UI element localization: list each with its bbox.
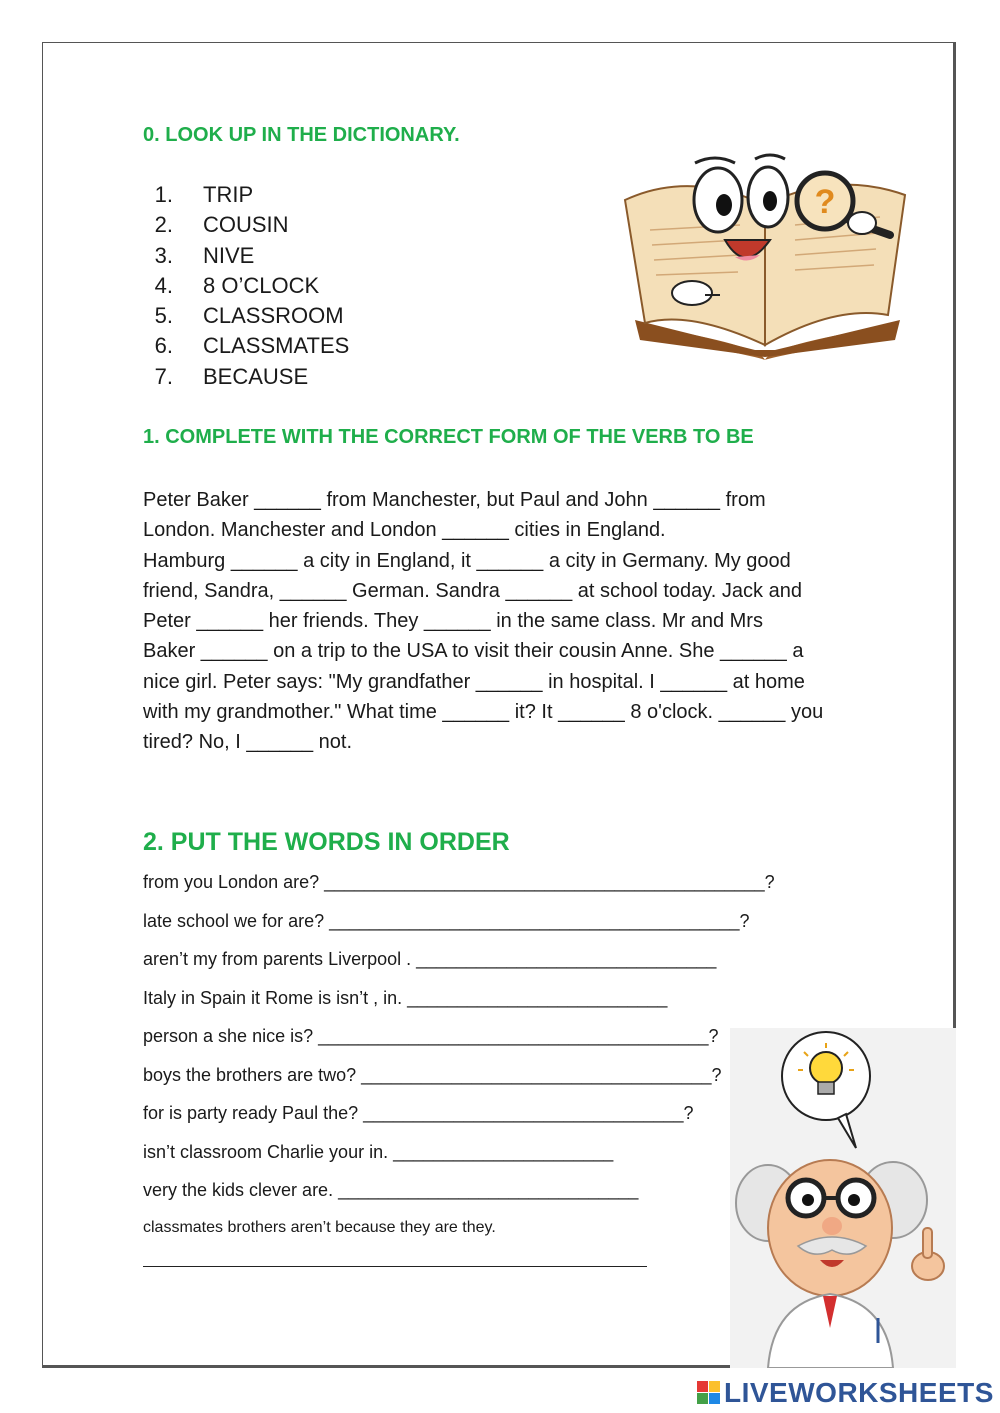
vocab-item bbox=[143, 210, 349, 240]
svg-text:?: ? bbox=[814, 183, 836, 221]
paragraph-line: with my grandmother." What time ______ it? It ______ 8 o'clock. ______ you bbox=[143, 701, 824, 724]
word-order-item: Italy in Spain it Rome is isn’t , in. __________________________ bbox=[143, 987, 668, 1008]
vocab-item bbox=[143, 180, 349, 210]
paragraph-line: Peter ______ her friends. They ______ in the same class. Mr and Mrs bbox=[143, 610, 763, 633]
liveworksheets-brand bbox=[697, 1377, 994, 1409]
paragraph-line: nice girl. Peter says: "My grandfather ______ in hospital. I ______ at home bbox=[143, 670, 805, 693]
vocab-number: 6. bbox=[154, 333, 173, 359]
liveworksheets-logo-icon bbox=[697, 1381, 721, 1405]
word-order-item: from you London are? ____________________________________________? bbox=[143, 872, 775, 892]
word-order-item: classmates brothers aren’t because they are they. bbox=[143, 1218, 496, 1236]
vocab-number: 5. bbox=[154, 303, 173, 329]
vocab-list bbox=[143, 180, 349, 392]
section-2-heading: 2. PUT THE WORDS IN ORDER bbox=[143, 828, 510, 856]
section-0-heading: 0. LOOK UP IN THE DICTIONARY. bbox=[143, 124, 460, 146]
word-order-item: aren’t my from parents Liverpool . ______________________________ bbox=[143, 949, 717, 969]
word-order-item: person a she nice is? _______________________________________? bbox=[143, 1026, 719, 1046]
fill-in-paragraph bbox=[143, 485, 893, 758]
word-order-item: isn’t classroom Charlie your in. ______________________ bbox=[143, 1141, 614, 1162]
paragraph-line: London. Manchester and London ______ cities in England. bbox=[143, 519, 666, 542]
vocab-word: COUSIN bbox=[203, 212, 289, 238]
vocab-item bbox=[143, 331, 349, 361]
vocab-item bbox=[143, 362, 349, 392]
vocab-number: 2. bbox=[154, 212, 173, 238]
vocab-number: 3. bbox=[154, 242, 173, 268]
word-order-item: late school we for are? _________________________________________? bbox=[143, 910, 750, 931]
vocab-word: TRIP bbox=[203, 182, 254, 207]
vocab-number: 7. bbox=[154, 363, 173, 389]
answer-line bbox=[143, 1266, 647, 1267]
word-order-item: for is party ready Paul the? ________________________________? bbox=[143, 1103, 694, 1123]
vocab-word: 8 O’CLOCK bbox=[203, 272, 320, 298]
paragraph-line: Hamburg ______ a city in England, it ______ a city in Germany. My good bbox=[143, 549, 791, 572]
vocab-word: CLASSMATES bbox=[203, 333, 350, 359]
paragraph-line: friend, Sandra, ______ German. Sandra ______ at school today. Jack and bbox=[143, 579, 802, 602]
book-illustration bbox=[620, 145, 910, 360]
word-order-item: very the kids clever are. ______________________________ bbox=[143, 1180, 639, 1200]
vocab-word: CLASSROOM bbox=[203, 303, 344, 329]
vocab-word: BECAUSE bbox=[203, 363, 309, 389]
vocab-item bbox=[143, 241, 349, 271]
professor-illustration bbox=[728, 1028, 956, 1368]
vocab-word: NIVE bbox=[203, 242, 255, 268]
paragraph-line: tired? No, I ______ not. bbox=[143, 731, 353, 754]
paragraph-line: Peter Baker ______ from Manchester, but Paul and John ______ from bbox=[143, 489, 766, 511]
vocab-item bbox=[143, 301, 349, 331]
word-order-item: boys the brothers are two? ___________________________________? bbox=[143, 1064, 722, 1085]
vocab-item bbox=[143, 271, 349, 301]
section-1-heading: 1. COMPLETE WITH THE CORRECT FORM OF THE VERB TO BE bbox=[143, 426, 754, 448]
brand-name: LIVEWORKSHEETS bbox=[724, 1377, 994, 1408]
vocab-number: 1. bbox=[154, 182, 173, 207]
paragraph-line: Baker ______ on a trip to the USA to visit their cousin Anne. She ______ a bbox=[143, 640, 804, 663]
vocab-number: 4. bbox=[154, 272, 173, 298]
